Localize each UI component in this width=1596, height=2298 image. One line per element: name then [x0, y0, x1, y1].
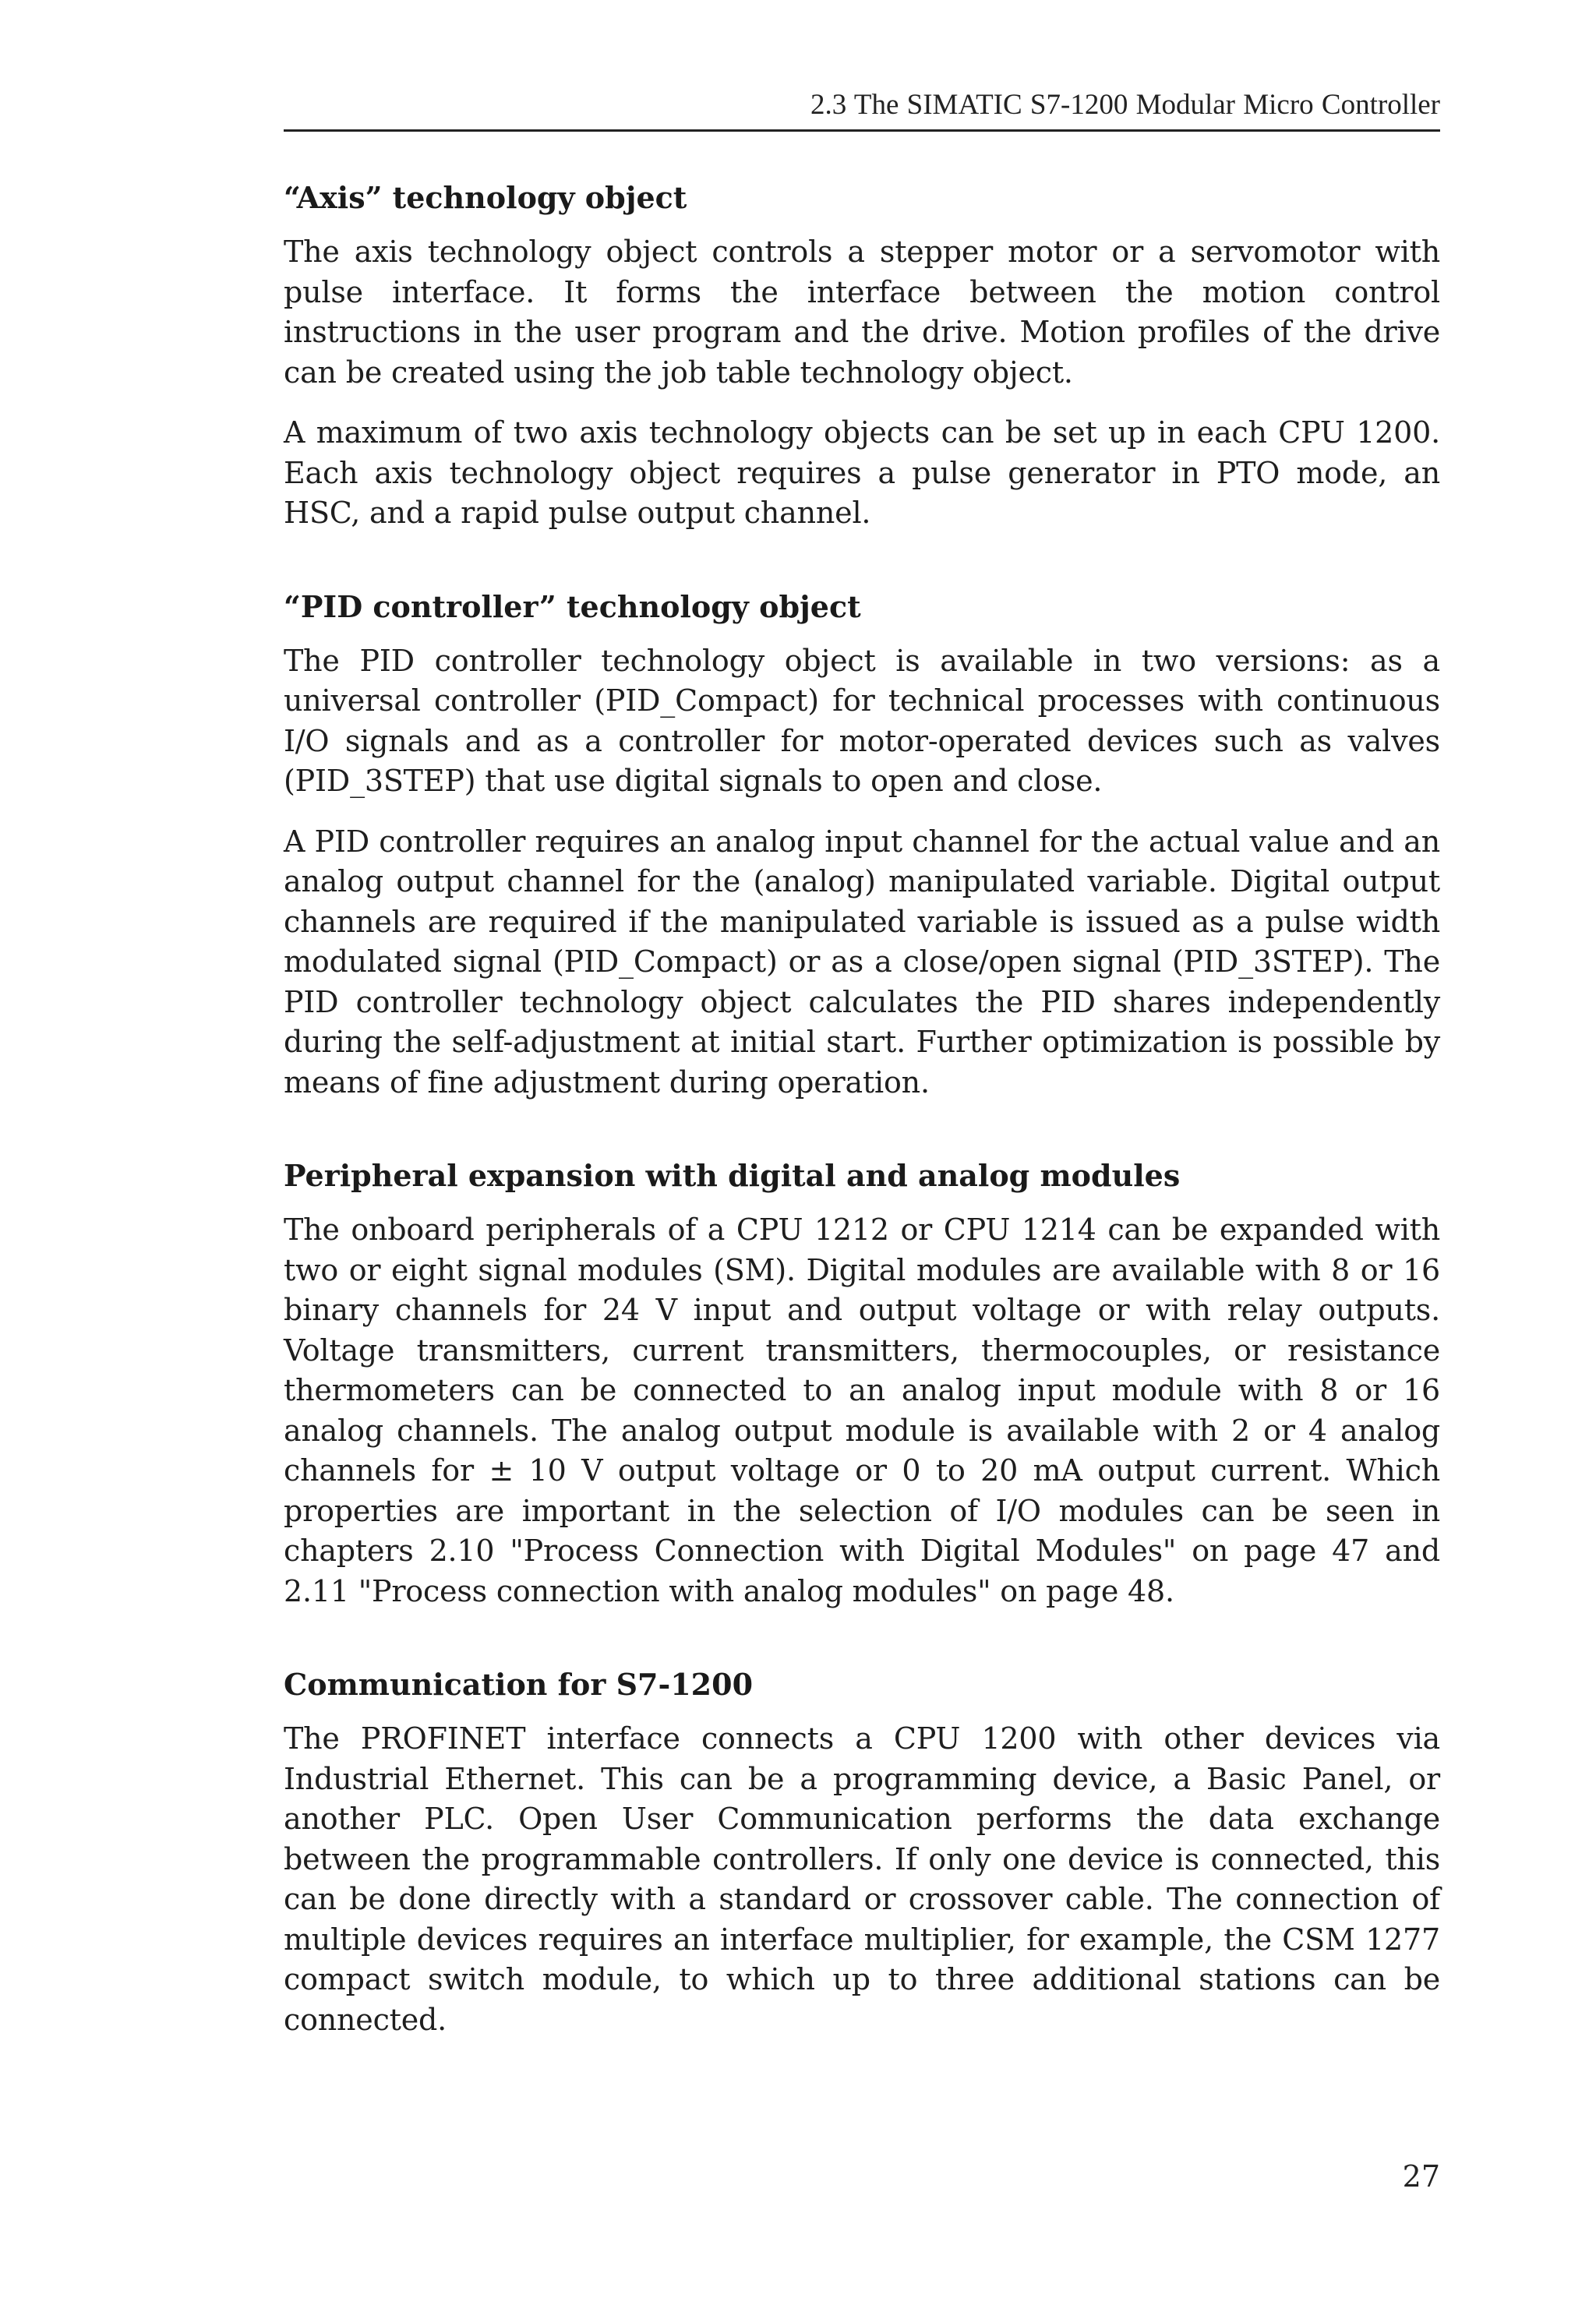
section-heading: “PID controller” technology object: [284, 588, 861, 624]
paragraph: The PID controller technology object is available in two versions: as a universal controller (PID_Compact) for technical processes with continuous I/O signals and as a controller for motor-operated devices such as valves (PID_3STEP) that use digital signals to open and close.: [284, 643, 1440, 798]
paragraph: A PID controller requires an analog input channel for the actual value and an analog output channel for the (analog) manipulated variable. Digital output channels are required if the manipulated variable is issued as a pulse width modulated signal (PID_Compact) or as a close/open signal (PID_3STEP). The PID controller technology object calculates the PID shares independently during the self-adjustment at initial start. Further optimization is possible by means of fine adjustment during operation.: [284, 824, 1440, 1100]
page-number: 27: [1402, 2159, 1440, 2194]
paragraph: The axis technology object controls a stepper motor or a servomotor with pulse interface. It forms the interface between the motion control instructions in the user program and the drive. Motion profiles of the drive can be created using the job table technology object.: [284, 235, 1440, 390]
running-header: 2.3 The SIMATIC S7-1200 Modular Micro Controller: [810, 89, 1440, 121]
section-axis-technology-object: [284, 175, 1440, 534]
section-heading: Communication for S7-1200: [284, 1667, 754, 1702]
section-peripheral-expansion: [284, 1153, 1440, 1611]
section-heading: Peripheral expansion with digital and analog modules: [284, 1158, 1181, 1193]
header-rule: [284, 129, 1440, 132]
paragraph: A maximum of two axis technology objects can be set up in each CPU 1200. Each axis technology object requires a pulse generator in PTO mode, an HSC, and a rapid pulse output channel.: [284, 415, 1440, 530]
paragraph: The PROFINET interface connects a CPU 1200 with other devices via Industrial Ethernet. This can be a programming device, a Basic Panel, or another PLC. Open User Communication performs the data exchange between the programmable controllers. If only one device is connected, this can be done directly with a standard or crossover cable. The connection of multiple devices requires an interface multiplier, for example, the CSM 1277 compact switch module, to which up to three additional stations can be connected.: [284, 1721, 1440, 2037]
page-content: [284, 175, 1440, 2060]
section-pid-controller-technology-object: [284, 584, 1440, 1103]
section-communication-s7-1200: [284, 1661, 1440, 2040]
paragraph: The onboard peripherals of a CPU 1212 or CPU 1214 can be expanded with two or eight signal modules (SM). Digital modules are available with 8 or 16 binary channels for 24 V input and output voltage or with relay outputs. Voltage transmitters, current transmitters, thermocouples, or resistance thermometers can be connected to an analog input module with 8 or 16 analog channels. The analog output module is available with 2 or 4 analog channels for ± 10 V output voltage or 0 to 20 mA output current. Which properties are important in the selection of I/O modules can be seen in chapters 2.10 "Process Connection with Digital Modules" on page 47 and 2.11 "Process connection with analog modules" on page 48.: [284, 1213, 1440, 1608]
section-heading: “Axis” technology object: [284, 180, 687, 215]
